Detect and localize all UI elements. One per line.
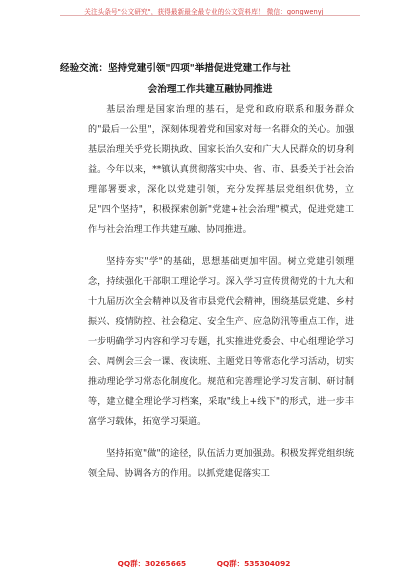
footer-contacts [0, 558, 408, 569]
document-body [88, 100, 354, 496]
paragraph-2: 坚持夯实"学"的基础，思想基础更加牢固。树立党建引领理念，持续强化干部职工理论学习。深入学习宣传贯彻党的十九大和十九届历次全会精神以及省市县党代会精神，围绕基层党建、乡村振兴、疫情防控、社会稳定、安全生产、应急防汛等重点工作，进一步明确学习内容和学习专题，扎实推进党委会、中心组理论学习会、周例会三会一课、夜读班、主题党日等常态化学习活动，切实推动理论学习常态化制度化。规范和完善理论学习发言制、研讨制等，建立健全理论学习档案，采取"线上+线下"的形式，进一步丰富学习载体，拓宽学习渠道。 [88, 257, 354, 427]
paragraph-1: 基层治理是国家治理的基石，是党和政府联系和服务群众的"最后一公里"，深刻体现着党和国家对每一名群众的关心。加强基层治理关乎党长期执政、国家长治久安和广大人民群众的切身利益。今年以来，**镇认真贯彻落实中央、省、市、县委关于社会治理部署要求，深化以党建引领，充分发挥基层党组织优势，立足"四个坚持"，积极探索创新"党建+社会治理"模式，促进党建工作与社会治理工作共建互融、协同推进。 [88, 105, 354, 235]
header-divider [60, 15, 360, 16]
footer-qq-group-2: QQ群：535304092 [216, 559, 291, 568]
title-line-2: 会治理工作共建互融协同推进 [147, 84, 273, 95]
paragraph-3: 坚持拓宽"做"的途径，队伍活力更加强劲。积极发挥党组织统领全局、协调各方的作用。以抓党建促落实工 [88, 449, 354, 479]
title-line-1: 经验交流：坚持党建引领"四项"举措促进党建工作与社 [60, 63, 291, 74]
promo-banner: 关注头条号"公文研究"，获得最新最全最专业的公文资料库！ 微信：gongwenyj [84, 8, 324, 16]
document-title [60, 58, 360, 100]
footer-qq-group-1: QQ群：30265665 [117, 559, 187, 568]
